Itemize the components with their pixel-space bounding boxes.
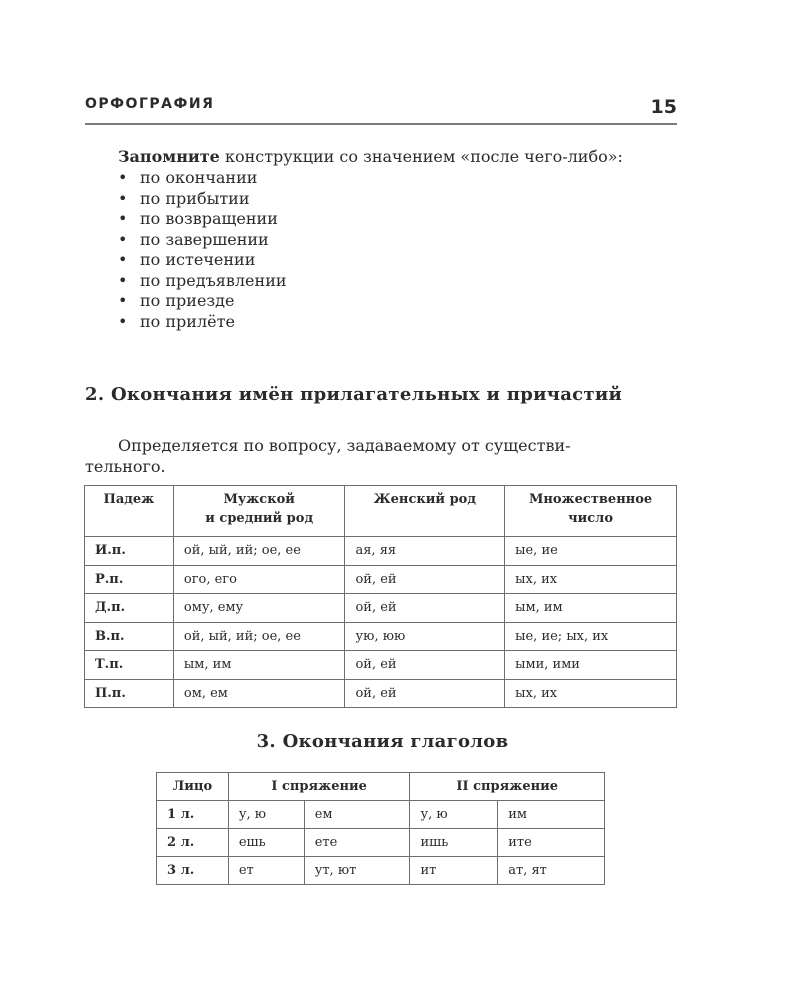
table-cell: ишь	[410, 829, 498, 857]
table-cell: И.п.	[85, 537, 174, 566]
bullet-icon: •	[118, 270, 128, 290]
table-cell: 3 л.	[157, 857, 229, 885]
header-conjugation-2: II спряжение	[410, 773, 605, 801]
bullet-icon: •	[118, 229, 128, 249]
memo-block	[85, 146, 677, 331]
table-cell: ой, ей	[345, 679, 505, 708]
header-plural: Множественное число	[505, 486, 677, 537]
table-cell: ому, ему	[173, 594, 345, 623]
list-item: • по предъявлении	[118, 270, 287, 290]
bullet-icon: •	[118, 291, 128, 310]
table-header-row	[157, 773, 605, 801]
table-row	[85, 565, 677, 594]
table-cell: ой, ей	[345, 594, 505, 623]
header-masc-neut: Мужской и средний род	[173, 486, 345, 537]
page-number: 15	[650, 96, 677, 118]
table-cell: 1 л.	[157, 801, 229, 829]
table-cell: ым, им	[173, 651, 345, 680]
table-cell: ой, ей	[345, 565, 505, 594]
memo-text: конструкции со значением «после чего-либо»:	[219, 147, 623, 166]
table-cell: им	[498, 801, 605, 829]
table-cell: ешь	[228, 829, 304, 857]
table-header-row	[85, 486, 677, 537]
table-cell: ат, ят	[498, 857, 605, 885]
list-item: • по истечении	[118, 250, 256, 269]
section-2-title: 2. Окончания имён прилагательных и причастий	[85, 384, 623, 405]
list-item: • по завершении	[118, 229, 269, 249]
adjective-endings-table	[84, 485, 677, 708]
section-2-intro	[85, 435, 677, 477]
table-cell: ит	[410, 857, 498, 885]
table-row	[157, 857, 605, 885]
table-cell: ет	[228, 857, 304, 885]
table-cell: П.п.	[85, 679, 174, 708]
table-cell: В.п.	[85, 622, 174, 651]
bullet-icon: •	[118, 168, 128, 187]
list-item: • по прилёте	[118, 311, 235, 331]
list-item: • по приезде	[118, 291, 235, 310]
table-cell: ем	[304, 801, 410, 829]
table-cell: ая, яя	[345, 537, 505, 566]
table-row	[85, 679, 677, 708]
table-cell: Р.п.	[85, 565, 174, 594]
table-cell: ыми, ими	[505, 651, 677, 680]
header-person: Лицо	[157, 773, 229, 801]
page-header	[85, 93, 677, 125]
list-item: • по окончании	[118, 168, 258, 187]
table-cell: 2 л.	[157, 829, 229, 857]
list-item: • по прибытии	[118, 188, 250, 208]
table-cell: ой, ей	[345, 651, 505, 680]
bullet-icon: •	[118, 188, 128, 208]
table-cell: ой, ый, ий; ое, ее	[173, 622, 345, 651]
table-cell: ите	[498, 829, 605, 857]
header-conjugation-1: I спряжение	[228, 773, 410, 801]
table-row	[85, 594, 677, 623]
table-cell: ую, юю	[345, 622, 505, 651]
table-cell: ом, ем	[173, 679, 345, 708]
table-row	[85, 537, 677, 566]
table-row	[85, 651, 677, 680]
table-row	[85, 622, 677, 651]
bullet-icon: •	[118, 209, 128, 228]
table-cell: Д.п.	[85, 594, 174, 623]
table-cell: ой, ый, ий; ое, ее	[173, 537, 345, 566]
table-cell: ых, их	[505, 565, 677, 594]
table-cell: у, ю	[228, 801, 304, 829]
list-item: • по возвращении	[118, 209, 278, 228]
table-cell: ых, их	[505, 679, 677, 708]
table-cell: ые, ие	[505, 537, 677, 566]
table-cell: ого, его	[173, 565, 345, 594]
bullet-icon: •	[118, 250, 128, 269]
table-row	[157, 829, 605, 857]
table-cell: Т.п.	[85, 651, 174, 680]
table-cell: ут, ют	[304, 857, 410, 885]
header-case: Падеж	[85, 486, 174, 537]
bullet-icon: •	[118, 311, 128, 331]
memo-paragraph	[85, 146, 677, 167]
table-cell: ые, ие; ых, их	[505, 622, 677, 651]
table-cell: ете	[304, 829, 410, 857]
running-title: ОРФОГРАФИЯ	[85, 96, 215, 112]
verb-endings-table	[156, 772, 605, 885]
memo-bold-lead: Запомните	[118, 147, 220, 166]
table-row	[157, 801, 605, 829]
intro-line-2: тельного.	[85, 457, 166, 476]
intro-line-1: Определяется по вопросу, задаваемому от существи-	[118, 436, 571, 455]
table-cell: ым, им	[505, 594, 677, 623]
table-cell: у, ю	[410, 801, 498, 829]
header-fem: Женский род	[345, 486, 505, 537]
section-3-title: 3. Окончания глаголов	[256, 731, 509, 752]
memo-list	[85, 167, 677, 331]
